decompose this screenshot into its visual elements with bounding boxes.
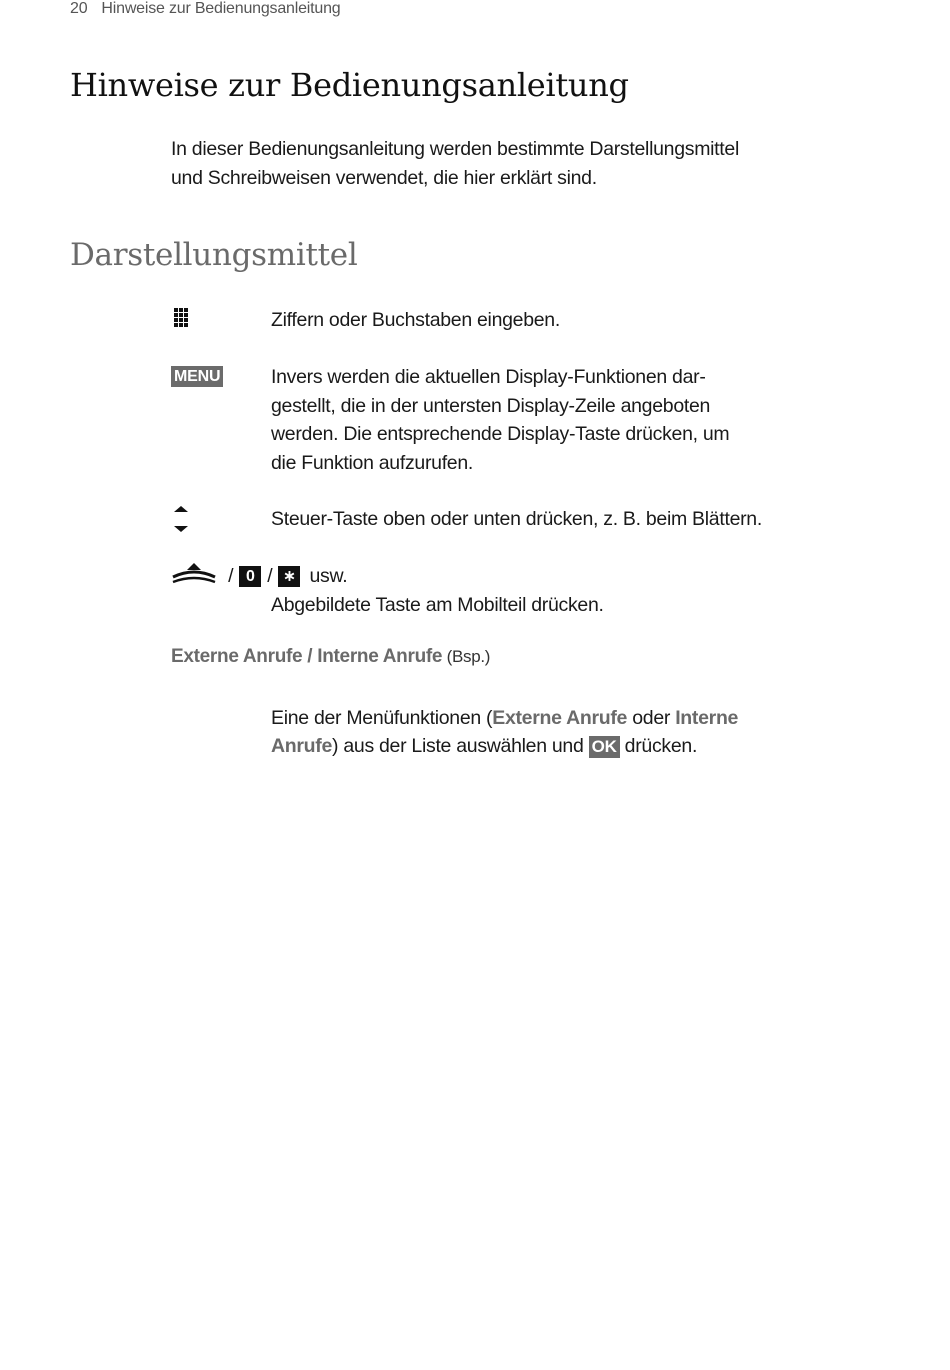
example-highlight: Anrufe <box>271 735 333 757</box>
legend-text <box>271 363 771 477</box>
running-title: Hinweise zur Bedienungsanleitung <box>101 0 341 17</box>
legend-line: gestellt, die in der untersten Display-Zeile angeboten <box>271 394 711 417</box>
example-text: drücken. <box>619 735 698 757</box>
example-label-suffix: (Bsp.) <box>442 647 491 666</box>
legend-line: Invers werden die aktuellen Display-Funktionen dar- <box>271 366 706 388</box>
legend-row-keys <box>171 562 811 616</box>
separator: / <box>267 565 273 587</box>
section-title: Darstellungsmittel <box>70 237 358 273</box>
running-header <box>70 0 341 18</box>
menu-badge <box>171 366 223 387</box>
keypad-icon <box>171 306 191 337</box>
page-title: Hinweise zur Bedienungsanleitung <box>70 66 629 104</box>
star-key: ∗ <box>278 566 300 587</box>
legend-text <box>271 675 771 761</box>
legend-text: Steuer-Taste oben oder unten drücken, z. B. beim Blättern. <box>271 508 762 530</box>
example-text: ) aus der Liste auswählen und <box>332 735 589 757</box>
legend-line: die Funktion aufzurufen. <box>271 451 474 474</box>
legend-line: werden. Die entsprechende Display-Taste drücken, um <box>271 423 730 445</box>
example-text: Eine der Menüfunktionen ( <box>271 706 493 729</box>
intro-line: und Schreibweisen verwendet, die hier erklärt sind. <box>171 167 597 189</box>
hang-up-icon <box>171 563 217 593</box>
example-label-external: Externe Anrufe <box>171 646 303 667</box>
menu-badge-label: MENU <box>171 366 223 387</box>
example-text: oder <box>627 706 676 729</box>
separator: / <box>228 565 234 587</box>
example-highlight: Interne <box>675 706 739 729</box>
page-number: 20 <box>70 0 88 17</box>
zero-key: 0 <box>239 566 261 587</box>
intro-line: In dieser Bedienungsanleitung werden bestimmte Darstellungsmittel <box>171 138 739 160</box>
example-label-separator: / <box>302 646 318 667</box>
legend-text: Abgebildete Taste am Mobilteil drücken. <box>271 594 604 616</box>
example-label <box>171 646 490 668</box>
example-label-internal: Interne Anrufe <box>317 646 443 667</box>
legend-text: Ziffern oder Buchstaben eingeben. <box>271 309 560 331</box>
usw-text: usw. <box>309 565 348 587</box>
up-down-arrow-icon <box>171 505 191 540</box>
example-highlight: Externe Anrufe <box>492 706 628 729</box>
ok-badge: OK <box>589 736 620 758</box>
key-symbols <box>171 562 811 593</box>
intro-paragraph <box>171 135 771 193</box>
